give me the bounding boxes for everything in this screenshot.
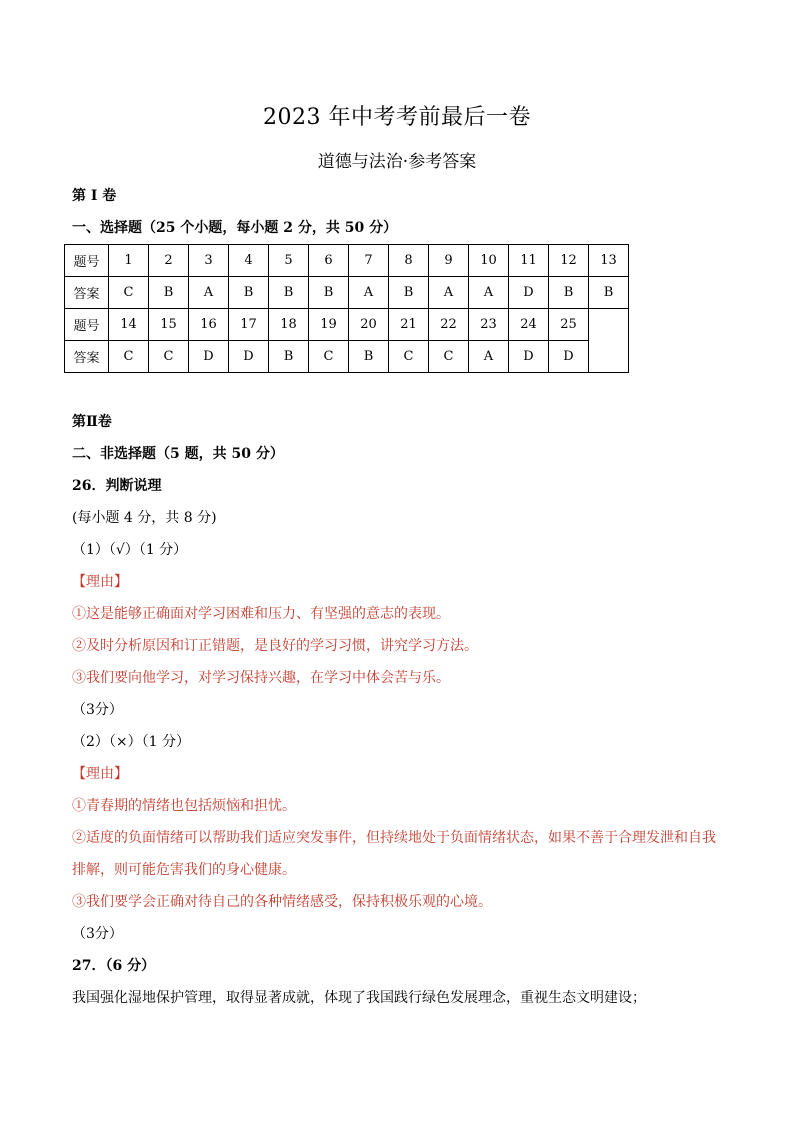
question-number-cell: 5 (269, 245, 309, 277)
question-number-cell: 15 (149, 309, 189, 341)
question-number-cell: 21 (389, 309, 429, 341)
question-number-cell: 23 (469, 309, 509, 341)
question-number-cell: 19 (309, 309, 349, 341)
question-number-cell: 7 (349, 245, 389, 277)
part2-label: 第Ⅱ卷 (72, 414, 112, 430)
question-number-cell: 22 (429, 309, 469, 341)
answer-cell: D (229, 341, 269, 373)
score-line: （3分） (72, 702, 123, 718)
reason-line: ②及时分析原因和订正错题，是良好的学习习惯，讲究学习方法。 (72, 638, 478, 654)
answer-cell: B (149, 277, 189, 309)
question-number-cell: 13 (589, 245, 629, 277)
answer-cell: B (589, 277, 629, 309)
answer-cell: C (149, 341, 189, 373)
question-number-cell: 25 (549, 309, 589, 341)
answer-cell: A (469, 341, 509, 373)
answer-cell: B (269, 341, 309, 373)
answer-cell: D (509, 341, 549, 373)
row-label-answer: 答案 (65, 341, 109, 373)
question-number-cell: 16 (189, 309, 229, 341)
answer-cell: C (109, 277, 149, 309)
row-label-question: 题号 (65, 245, 109, 277)
question-number-cell: 3 (189, 245, 229, 277)
answer-cell: A (469, 277, 509, 309)
page-subtitle: 道德与法治·参考答案 (317, 152, 477, 172)
row-label-question: 题号 (65, 309, 109, 341)
answer-cell: D (189, 341, 229, 373)
answer-cell: A (349, 277, 389, 309)
section2-title: 二、非选择题（5 题，共 50 分） (72, 446, 284, 462)
score-line: （3分） (72, 926, 123, 942)
question-number-cell: 24 (509, 309, 549, 341)
part1-label: 第 I 卷 (72, 188, 117, 204)
answer-cell: C (109, 341, 149, 373)
page-title: 2023 年中考考前最后一卷 (263, 105, 531, 130)
table-row-question-numbers-1 (65, 245, 629, 277)
q26-sub1-head: （1）（√）（1 分） (72, 542, 188, 558)
table-row-answers-1 (65, 277, 629, 309)
reason-label: 【理由】 (72, 766, 128, 782)
question-number-cell: 12 (549, 245, 589, 277)
reason-line: 排解，则可能危害我们的身心健康。 (72, 862, 296, 878)
answer-cell: D (509, 277, 549, 309)
question-number-cell: 1 (109, 245, 149, 277)
answer-cell: B (229, 277, 269, 309)
reason-line: ③我们要学会正确对待自己的各种情绪感受，保持积极乐观的心境。 (72, 894, 492, 910)
reason-line: ①青春期的情绪也包括烦恼和担忧。 (72, 798, 296, 814)
q26-note: (每小题 4 分，共 8 分) (72, 510, 217, 526)
answer-cell: B (309, 277, 349, 309)
question-number-cell: 6 (309, 245, 349, 277)
answer-cell: B (269, 277, 309, 309)
table-row-question-numbers-2 (65, 309, 629, 341)
question-number-cell: 10 (469, 245, 509, 277)
reason-label: 【理由】 (72, 574, 128, 590)
q26-sub2-head: （2）（×）（1 分） (72, 734, 190, 750)
q27-title: 27．（6 分） (72, 958, 156, 974)
question-number-cell: 11 (509, 245, 549, 277)
question-number-cell: 20 (349, 309, 389, 341)
question-number-cell: 17 (229, 309, 269, 341)
reason-line: ②适度的负面情绪可以帮助我们适应突发事件，但持续地处于负面情绪状态，如果不善于合理发泄和自我 (72, 830, 716, 846)
question-number-cell: 8 (389, 245, 429, 277)
question-number-cell: 4 (229, 245, 269, 277)
answer-cell: C (389, 341, 429, 373)
answer-cell: B (349, 341, 389, 373)
question-number-cell: 14 (109, 309, 149, 341)
question-number-cell: 2 (149, 245, 189, 277)
answer-cell: D (549, 341, 589, 373)
answer-cell: C (309, 341, 349, 373)
answer-cell: C (429, 341, 469, 373)
answer-cell: B (389, 277, 429, 309)
answer-cell: A (189, 277, 229, 309)
empty-cell (589, 309, 629, 373)
section1-title: 一、选择题（25 个小题，每小题 2 分，共 50 分） (72, 220, 398, 236)
answer-cell: A (429, 277, 469, 309)
question-number-cell: 9 (429, 245, 469, 277)
row-label-answer: 答案 (65, 277, 109, 309)
question-number-cell: 18 (269, 309, 309, 341)
table-row-answers-2 (65, 341, 629, 373)
answer-table (64, 244, 629, 373)
reason-line: ③我们要向他学习，对学习保持兴趣，在学习中体会苦与乐。 (72, 670, 450, 686)
reason-line: ①这是能够正确面对学习困难和压力、有坚强的意志的表现。 (72, 606, 450, 622)
answer-cell: B (549, 277, 589, 309)
q26-title: 26．判断说理 (72, 478, 162, 494)
q27-line: 我国强化湿地保护管理，取得显著成就，体现了我国践行绿色发展理念，重视生态文明建设； (72, 990, 646, 1006)
